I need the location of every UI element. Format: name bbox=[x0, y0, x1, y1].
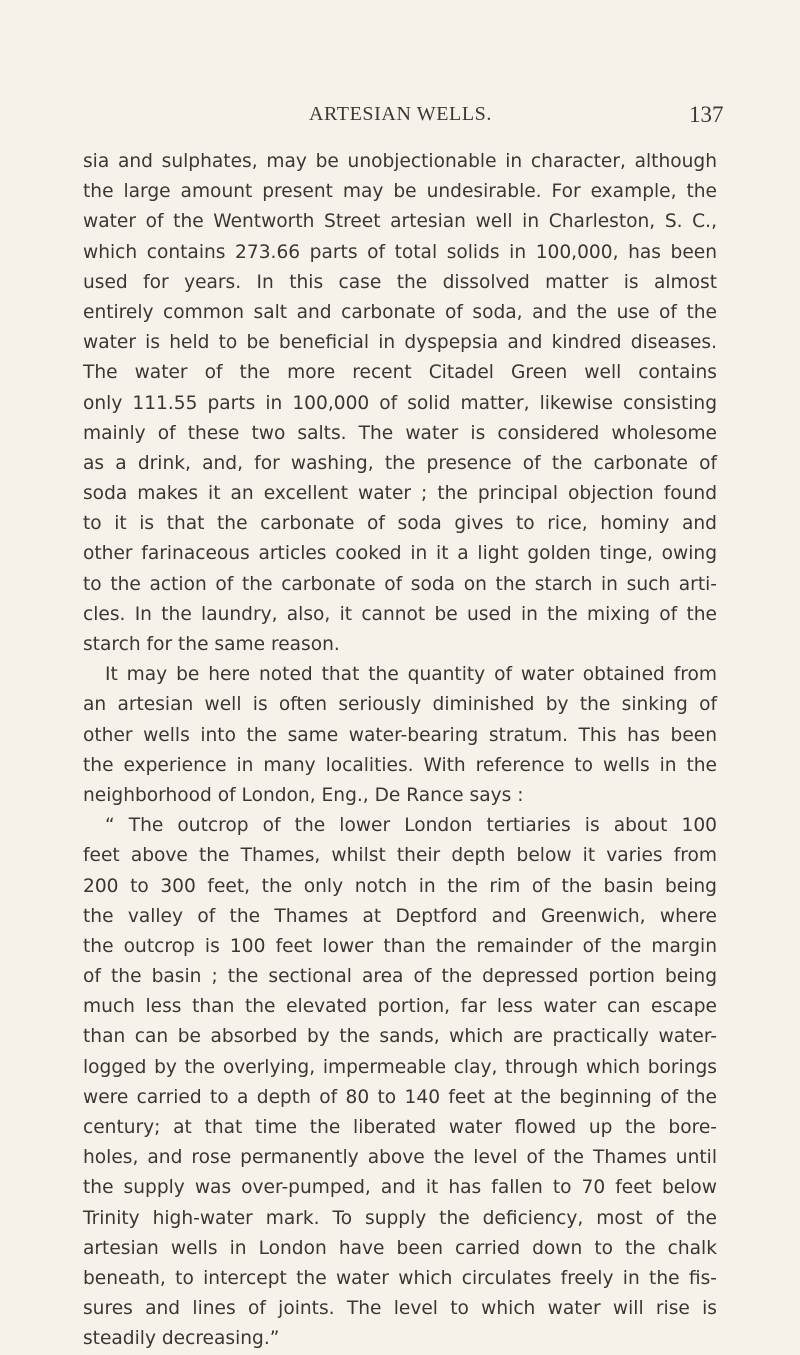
text-line: entirely common salt and carbonate of soda, and the use of the bbox=[83, 301, 717, 323]
text-line-paragraph-end: starch for the same reason. bbox=[83, 634, 340, 655]
quote-line: century; at that time the liberated water flowed up the bore- bbox=[83, 1117, 717, 1138]
text-line: soda makes it an excellent water ; the principal objection found bbox=[83, 483, 717, 505]
text-line-paragraph-start: It may be here noted that the quantity of water obtained from bbox=[105, 664, 717, 686]
quote-line-start: “ The outcrop of the lower London tertiaries is about 100 bbox=[105, 815, 717, 837]
quote-line: beneath, to intercept the water which circulates freely in the fis- bbox=[83, 1267, 717, 1289]
quote-line: sures and lines of joints. The level to which water will rise is bbox=[83, 1298, 717, 1320]
text-line: to it is that the carbonate of soda gives to rice, hominy and bbox=[83, 513, 717, 535]
text-line: to the action of the carbonate of soda on the starch in such arti- bbox=[83, 573, 717, 595]
text-line: other farinaceous articles cooked in it a light golden tinge, owing bbox=[83, 543, 717, 565]
quote-line: than can be absorbed by the sands, which are practically water- bbox=[83, 1026, 717, 1048]
quote-line: much less than the elevated portion, far less water can escape bbox=[83, 996, 717, 1018]
quote-line: Trinity high-water mark. To supply the deficiency, most of the bbox=[83, 1207, 717, 1229]
text-line: which contains 273.66 parts of total solids in 100,000, has been bbox=[83, 241, 717, 263]
quote-line: the supply was over-pumped, and it has fallen to 70 feet below bbox=[83, 1177, 717, 1199]
text-line: water is held to be beneficial in dyspepsia and kindred diseases. bbox=[83, 332, 717, 354]
text-line: cles. In the laundry, also, it cannot be used in the mixing of the bbox=[83, 603, 717, 625]
quote-line: the valley of the Thames at Deptford and Greenwich, where bbox=[83, 905, 717, 927]
page-number: 137 bbox=[689, 102, 724, 127]
quote-line: holes, and rose permanently above the level of the Thames until bbox=[83, 1147, 717, 1169]
quote-line-end: steadily decreasing.” bbox=[83, 1328, 280, 1350]
text-line: water of the Wentworth Street artesian well in Charleston, S. C., bbox=[83, 211, 717, 233]
running-head bbox=[0, 103, 800, 133]
text-line: The water of the more recent Citadel Green well contains bbox=[83, 362, 717, 384]
text-line: sia and sulphates, may be unobjectionable in character, although bbox=[83, 151, 717, 172]
quote-line: logged by the overlying, impermeable clay, through which borings bbox=[83, 1056, 717, 1078]
text-line: the large amount present may be undesirable. For example, the bbox=[83, 181, 717, 203]
text-line-paragraph-end: neighborhood of London, Eng., De Rance says : bbox=[83, 784, 524, 806]
quote-line: of the basin ; the sectional area of the depressed portion being bbox=[83, 966, 717, 988]
quote-line: feet above the Thames, whilst their depth below it varies from bbox=[83, 845, 717, 867]
quote-line: artesian wells in London have been carried down to the chalk bbox=[83, 1237, 717, 1259]
text-line: an artesian well is often seriously diminished by the sinking of bbox=[83, 694, 717, 716]
quote-line: the outcrop is 100 feet lower than the remainder of the margin bbox=[83, 935, 717, 957]
text-line: used for years. In this case the dissolved matter is almost bbox=[83, 271, 717, 293]
quote-line: were carried to a depth of 80 to 140 feet at the beginning of the bbox=[83, 1086, 717, 1108]
running-title: ARTESIAN WELLS. bbox=[309, 103, 492, 125]
text-line: other wells into the same water-bearing stratum. This has been bbox=[83, 724, 717, 746]
text-line: the experience in many localities. With reference to wells in the bbox=[83, 754, 717, 776]
text-line: as a drink, and, for washing, the presence of the carbonate of bbox=[83, 452, 717, 474]
quote-line: 200 to 300 feet, the only notch in the rim of the basin being bbox=[83, 875, 717, 897]
text-line: mainly of these two salts. The water is considered wholesome bbox=[83, 422, 717, 444]
body-text bbox=[83, 147, 717, 1355]
text-line: only 111.55 parts in 100,000 of solid matter, likewise consisting bbox=[83, 392, 717, 414]
